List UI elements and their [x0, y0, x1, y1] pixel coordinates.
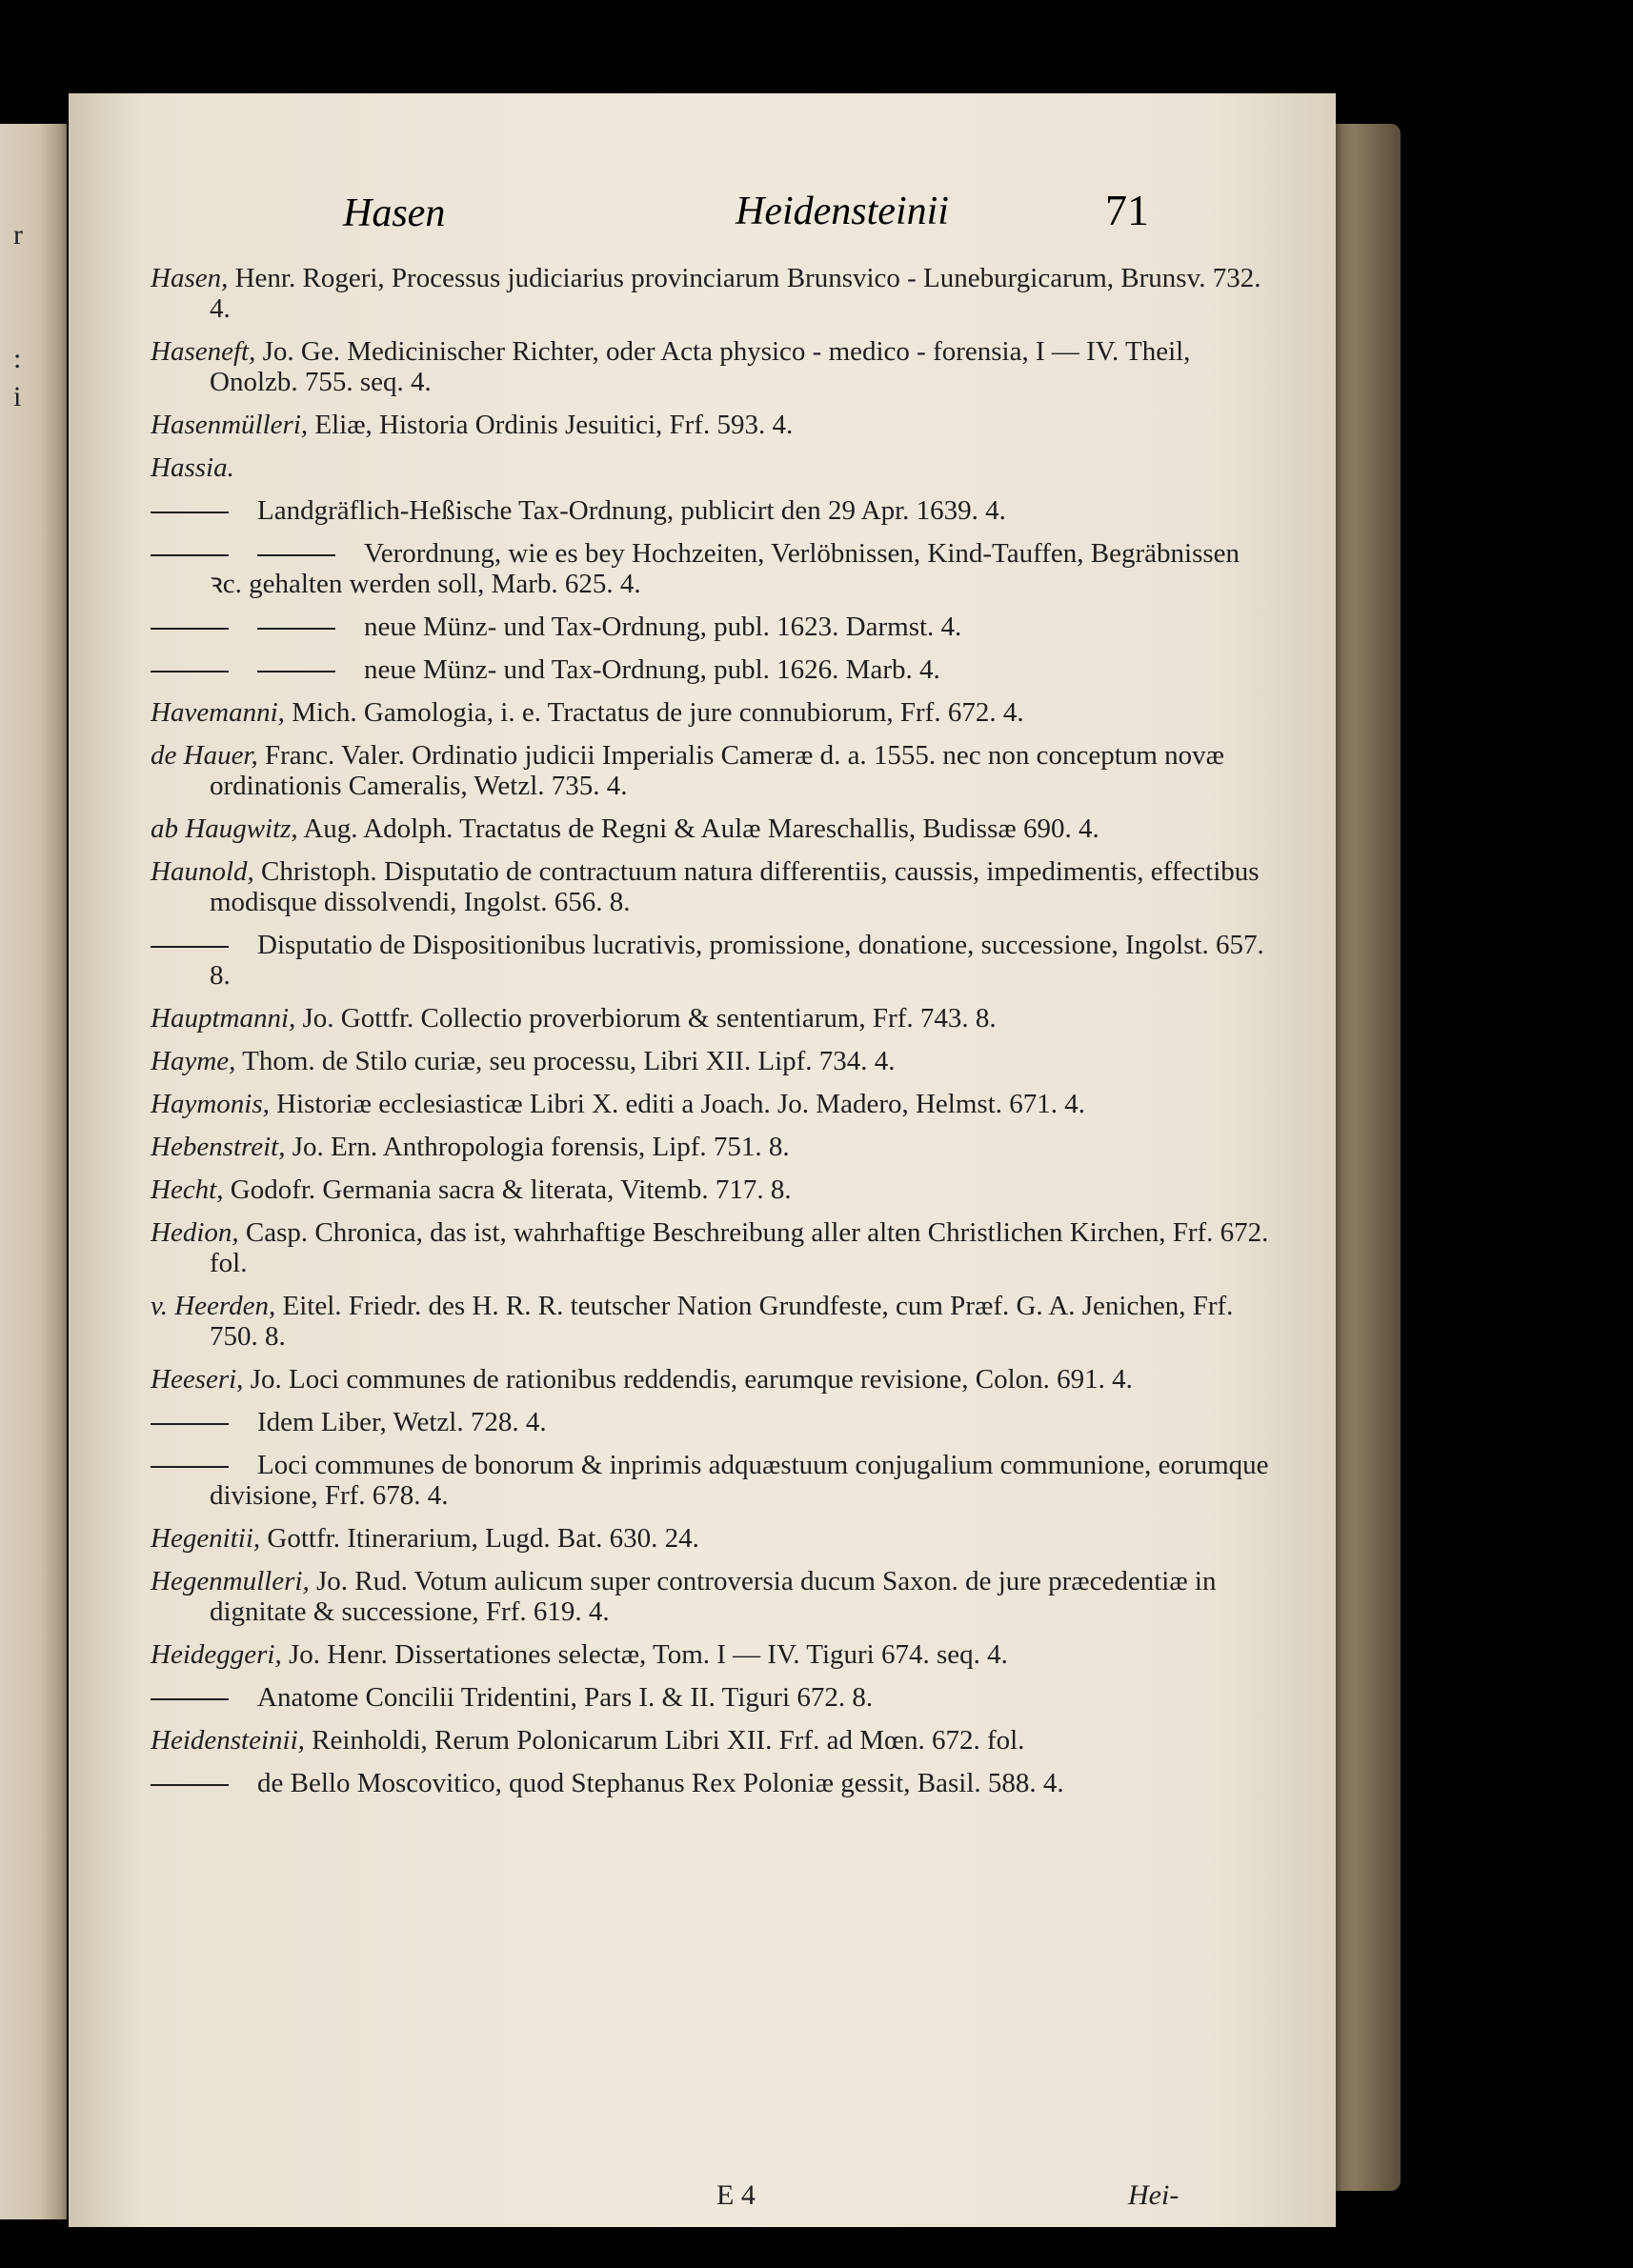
entry-author: Hassia. [151, 452, 234, 483]
ditto-dash [151, 1423, 229, 1425]
entry-text: neue Münz- und Tax-Ordnung, publ. 1626. Marb. 4. [364, 654, 940, 685]
ditto-dash [257, 554, 335, 556]
bibliography-entry [151, 697, 1270, 728]
bibliography-entry [151, 1639, 1270, 1670]
ditto-dash [151, 512, 229, 513]
entry-author: Heeseri, [151, 1364, 244, 1395]
entry-text: Jo. Ern. Anthropologia forensis, Lipf. 751. 8. [292, 1132, 790, 1162]
ditto-dash [151, 1784, 229, 1786]
entry-text: Idem Liber, Wetzl. 728. 4. [257, 1407, 547, 1437]
entry-text: Loci communes de bonorum & inprimis adquæstuum conjugalium communione, eorumque divisione, Frf. 678. 4. [210, 1450, 1269, 1511]
facing-page-mark: i [13, 381, 22, 412]
entry-text: Historiæ ecclesiasticæ Libri X. editi a Joach. Jo. Madero, Helmst. 671. 4. [276, 1089, 1085, 1119]
bibliography-entry [151, 336, 1270, 397]
entry-author: v. Heerden, [151, 1291, 276, 1321]
ditto-dash [257, 628, 335, 630]
ditto-dash [151, 946, 229, 948]
entry-text: Jo. Rud. Votum aulicum super controversia ducum Saxon. de jure præcedentiæ in dignitate & successione, Frf. 619. 4. [210, 1566, 1217, 1627]
entry-text: Franc. Valer. Ordinatio judicii Imperialis Cameræ d. a. 1555. nec non conceptum novæ ordinationis Cameralis, Wetzl. 735. 4. [210, 740, 1225, 801]
bibliography-entry [151, 1174, 1270, 1205]
entry-text: Casp. Chronica, das ist, wahrhaftige Beschreibung aller alten Christlichen Kirchen, Frf. 672. fol. [210, 1217, 1269, 1278]
facing-page-mark: r [13, 219, 23, 251]
entry-text: Aug. Adolph. Tractatus de Regni & Aulæ Mareschallis, Budissæ 690. 4. [303, 813, 1099, 844]
entry-text: Godofr. Germania sacra & literata, Vitemb. 717. 8. [230, 1174, 792, 1205]
bibliography-entry [151, 1523, 1270, 1554]
bibliography-entry [151, 495, 1270, 526]
bibliography-entry [151, 930, 1270, 991]
entry-text: neue Münz- und Tax-Ordnung, publ. 1623. Darmst. 4. [364, 612, 962, 642]
bibliography-entry [151, 1089, 1270, 1119]
entry-author: Havemanni, [151, 697, 285, 728]
bibliography-entry [151, 612, 1270, 642]
entry-author: Hegenitii, [151, 1523, 261, 1554]
entry-author: Hasenmülleri, [151, 410, 309, 440]
ditto-dash [151, 1698, 229, 1700]
entry-text: de Bello Moscovitico, quod Stephanus Rex Poloniæ gessit, Basil. 588. 4. [257, 1768, 1064, 1798]
entry-text: Anatome Concilii Tridentini, Pars I. & II. Tiguri 672. 8. [257, 1682, 874, 1713]
page-number: 71 [1105, 186, 1149, 234]
bibliography-entry [151, 263, 1270, 324]
bibliography-entry [151, 1682, 1270, 1713]
running-head-left: Hasen [343, 191, 446, 235]
bibliography-entry [151, 1003, 1270, 1034]
ditto-dash [151, 1466, 229, 1468]
bibliography-entry [151, 1450, 1270, 1511]
facing-page-edge [0, 124, 67, 2219]
bibliography-entry [151, 740, 1270, 801]
entry-text: Verordnung, wie es bey Hochzeiten, Verlöbnissen, Kind-Tauffen, Begräbnissen ꝛc. gehalten werden soll, Marb. 625. 4. [210, 538, 1240, 599]
entry-author: Haseneft, [151, 336, 256, 367]
entry-text: Eliæ, Historia Ordinis Jesuitici, Frf. 593. 4. [314, 410, 794, 440]
book-fore-edge [1324, 124, 1401, 2191]
entry-text: Jo. Gottfr. Collectio proverbiorum & sententiarum, Frf. 743. 8. [302, 1003, 997, 1034]
entry-author: Haymonis, [151, 1089, 270, 1119]
bibliography-entry [151, 1046, 1270, 1076]
bibliography-entry [151, 1217, 1270, 1278]
bibliography-entry [151, 452, 1270, 483]
entry-text: Disputatio de Dispositionibus lucrativis, promissione, donatione, successione, Ingolst. 657. 8. [210, 930, 1264, 991]
bibliography-entries [151, 263, 1270, 1811]
entry-author: Heideggeri, [151, 1639, 282, 1670]
bibliography-entry [151, 654, 1270, 685]
entry-text: Eitel. Friedr. des H. R. R. teutscher Nation Grundfeste, cum Præf. G. A. Jenichen, Frf. 750. 8. [210, 1291, 1234, 1352]
entry-author: Hayme, [151, 1046, 236, 1076]
entry-author: Haunold, [151, 856, 254, 887]
entry-author: Heidensteinii, [151, 1725, 305, 1756]
entry-text: Jo. Ge. Medicinischer Richter, oder Acta physico - medico - forensia, I — IV. Theil, Onolzb. 755. seq. 4. [210, 336, 1191, 397]
entry-text: Thom. de Stilo curiæ, seu processu, Libri XII. Lipf. 734. 4. [242, 1046, 896, 1076]
entry-text: Landgräflich-Heßische Tax-Ordnung, publicirt den 29 Apr. 1639. 4. [257, 495, 1006, 526]
catchword: Hei- [1128, 2179, 1179, 2211]
entry-text: Henr. Rogeri, Processus judiciarius provinciarum Brunsvico - Luneburgicarum, Brunsv. 732. 4. [210, 263, 1261, 324]
bibliography-entry [151, 813, 1270, 844]
entry-author: Hauptmanni, [151, 1003, 296, 1034]
entry-author: Hasen, [151, 263, 229, 293]
entry-author: Hecht, [151, 1174, 224, 1205]
bibliography-entry [151, 538, 1270, 599]
signature-mark: E 4 [716, 2179, 756, 2211]
ditto-dash [257, 671, 335, 672]
ditto-dash [151, 554, 229, 556]
running-head-right: Heidensteinii [736, 190, 949, 233]
bibliography-entry [151, 1725, 1270, 1756]
bibliography-entry [151, 1407, 1270, 1437]
entry-text: Jo. Henr. Dissertationes selectæ, Tom. I — IV. Tiguri 674. seq. 4. [288, 1639, 1008, 1670]
entry-author: Hebenstreit, [151, 1132, 286, 1162]
bibliography-entry [151, 1768, 1270, 1798]
entry-text: Mich. Gamologia, i. e. Tractatus de jure connubiorum, Frf. 672. 4. [292, 697, 1024, 728]
facing-page-mark: : [13, 343, 22, 374]
book-page [69, 93, 1336, 2227]
bibliography-entry [151, 856, 1270, 917]
ditto-dash [151, 671, 229, 672]
entry-author: ab Haugwitz, [151, 813, 298, 844]
bibliography-entry [151, 1291, 1270, 1352]
entry-author: de Hauer, [151, 740, 258, 771]
entry-author: Hedion, [151, 1217, 239, 1248]
entry-text: Reinholdi, Rerum Polonicarum Libri XII. Frf. ad Mœn. 672. fol. [312, 1725, 1025, 1756]
entry-text: Gottfr. Itinerarium, Lugd. Bat. 630. 24. [267, 1523, 699, 1554]
entry-author: Hegenmulleri, [151, 1566, 310, 1596]
ditto-dash [151, 628, 229, 630]
bibliography-entry [151, 1132, 1270, 1162]
entry-text: Christoph. Disputatio de contractuum natura differentiis, caussis, impedimentis, effectibus modisque dissolvendi, Ingolst. 656. 8. [210, 856, 1260, 917]
bibliography-entry [151, 1364, 1270, 1395]
bibliography-entry [151, 410, 1270, 440]
bibliography-entry [151, 1566, 1270, 1627]
entry-text: Jo. Loci communes de rationibus reddendis, earumque revisione, Colon. 691. 4. [250, 1364, 1133, 1395]
